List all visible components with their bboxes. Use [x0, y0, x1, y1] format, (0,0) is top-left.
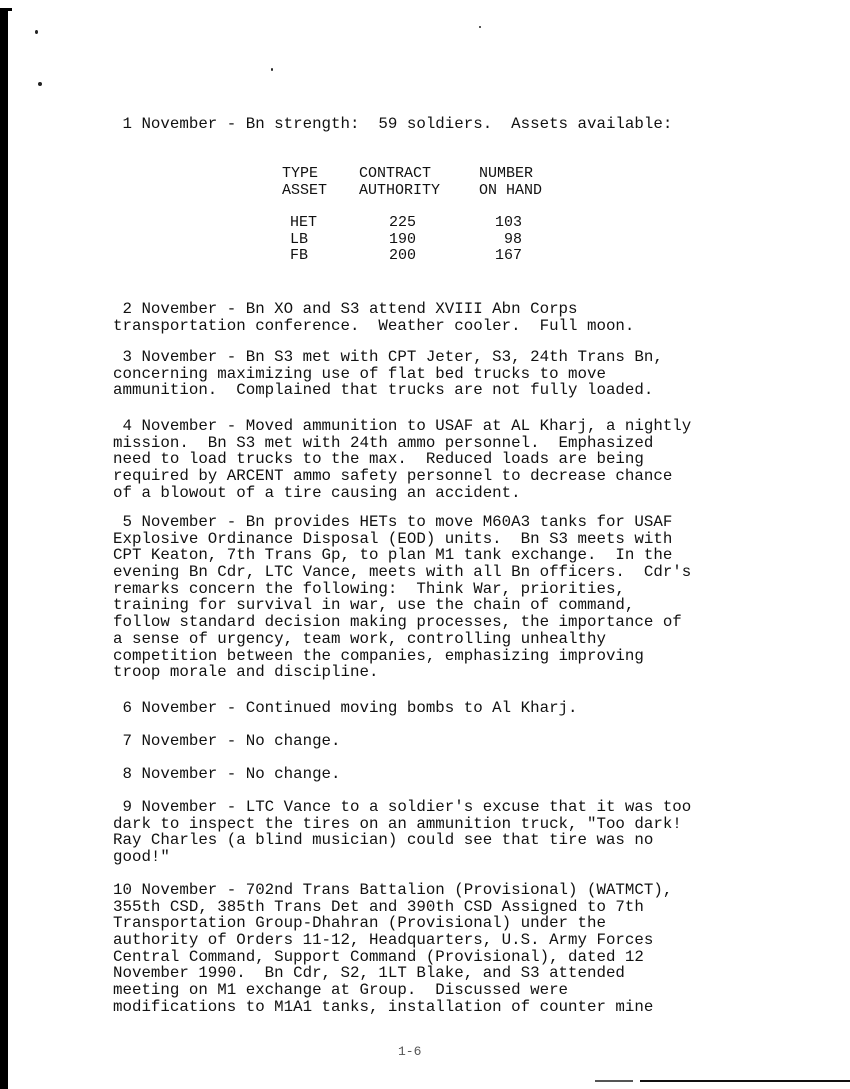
entry-line: Explosive Ordinance Disposal (EOD) units. Bn S3 meets with [113, 529, 673, 548]
entry-line: 10 November - 702nd Trans Battalion (Provisional) (WATMCT), [113, 881, 673, 899]
entry-line: CPT Keaton, 7th Trans Gp, to plan M1 tank exchange. In the [113, 546, 673, 565]
scan-speck [479, 26, 481, 28]
entry-line: required by ARCENT ammo safety personnel to decrease chance [113, 467, 673, 486]
assets-table [282, 166, 542, 265]
diary-entry [113, 700, 578, 717]
entry-line: ammunition. Complained that trucks are not fully loaded. [113, 381, 654, 400]
entry-line: 8 November - No change. [113, 765, 341, 783]
entry-line: need to load trucks to the max. Reduced loads are being [113, 450, 644, 469]
entry-line: troop morale and discipline. [113, 663, 379, 682]
intro-line: 1 November - Bn strength: 59 soldiers. Assets available: [113, 115, 673, 133]
table-header-row [282, 166, 542, 183]
diary-entry [113, 882, 672, 1016]
entry-line: remarks concern the following: Think War, priorities, [113, 579, 625, 598]
header-cell: ASSET [282, 181, 328, 199]
entry-line: of a blowout of a tire causing an accident. [113, 483, 521, 502]
header-cell: TYPE [282, 165, 319, 182]
page-number: 1-6 [398, 1044, 422, 1059]
entry-line: competition between the companies, emphasizing improving [113, 646, 644, 665]
diary-entry [113, 301, 634, 334]
cell: 190 [389, 230, 417, 248]
entry-line: mission. Bn S3 met with 24th ammo personnel. Emphasized [113, 433, 654, 452]
entry-line: 4 November - Moved ammunition to USAF at AL Kharj, a nightly [113, 417, 692, 435]
diary-entry [113, 514, 691, 681]
entry-line: concerning maximizing use of flat bed trucks to move [113, 364, 606, 383]
cell: 167 [495, 247, 523, 264]
scan-artifact-line [640, 1080, 850, 1082]
header-cell: NUMBER [479, 165, 534, 182]
scan-edge-bar [0, 8, 8, 1089]
entry-line: Transportation Group-Dhahran (Provisional) under the [113, 914, 606, 933]
entry-line: Ray Charles (a blind musician) could see that tire was no [113, 831, 654, 850]
entry-line: transportation conference. Weather cooler. Full moon. [113, 316, 635, 335]
cell: 200 [389, 247, 417, 264]
table-row [282, 232, 542, 249]
entry-line: 9 November - LTC Vance to a soldier's excuse that it was too [113, 798, 692, 816]
entry-line: dark to inspect the tires on an ammunition truck, "Too dark! [113, 814, 682, 833]
table-row [282, 215, 542, 232]
diary-entry [113, 349, 663, 399]
entry-line: 7 November - No change. [113, 732, 341, 750]
entry-line: 2 November - Bn XO and S3 attend XVIII Abn Corps [113, 300, 578, 318]
entry-line: follow standard decision making processes, the importance of [113, 613, 682, 632]
diary-entry [113, 418, 691, 501]
scan-edge-mark [0, 8, 12, 11]
entry-line: evening Bn Cdr, LTC Vance, meets with all Bn officers. Cdr's [113, 563, 692, 582]
entry-line: good!" [113, 848, 170, 867]
entry-line: 355th CSD, 385th Trans Det and 390th CSD Assigned to 7th [113, 897, 644, 916]
entry-line: Central Command, Support Command (Provisional), dated 12 [113, 947, 644, 966]
entry-line: modifications to M1A1 tanks, installation of counter mine [113, 997, 654, 1016]
diary-entry [113, 799, 691, 866]
diary-entry [113, 766, 341, 783]
entry-line: a sense of urgency, team work, controlling unhealthy [113, 629, 606, 648]
entry-line: authority of Orders 11-12, Headquarters, U.S. Army Forces [113, 931, 654, 950]
entry-line: 6 November - Continued moving bombs to Al Kharj. [113, 699, 578, 717]
scan-speck [271, 68, 273, 71]
entry-line: training for survival in war, use the chain of command, [113, 596, 635, 615]
cell: 103 [495, 214, 523, 231]
cell: LB [290, 230, 309, 248]
cell: 225 [389, 214, 417, 231]
diary-entry [113, 733, 341, 750]
scan-speck [35, 30, 38, 34]
header-cell: AUTHORITY [359, 181, 441, 199]
scan-artifact-line [595, 1080, 633, 1082]
entry-line: 5 November - Bn provides HETs to move M60A3 tanks for USAF [113, 513, 673, 531]
scan-speck [38, 82, 42, 86]
cell: 98 [504, 230, 523, 248]
cell: HET [290, 214, 318, 231]
table-header-row [282, 183, 542, 200]
entry-line: November 1990. Bn Cdr, S2, 1LT Blake, and S3 attended [113, 964, 625, 983]
cell: FB [290, 247, 309, 264]
header-cell: ON HAND [479, 181, 543, 199]
header-cell: CONTRACT [359, 165, 432, 182]
entry-line: 3 November - Bn S3 met with CPT Jeter, S3, 24th Trans Bn, [113, 348, 663, 366]
entry-line: meeting on M1 exchange at Group. Discussed were [113, 981, 569, 1000]
table-row [282, 248, 542, 265]
